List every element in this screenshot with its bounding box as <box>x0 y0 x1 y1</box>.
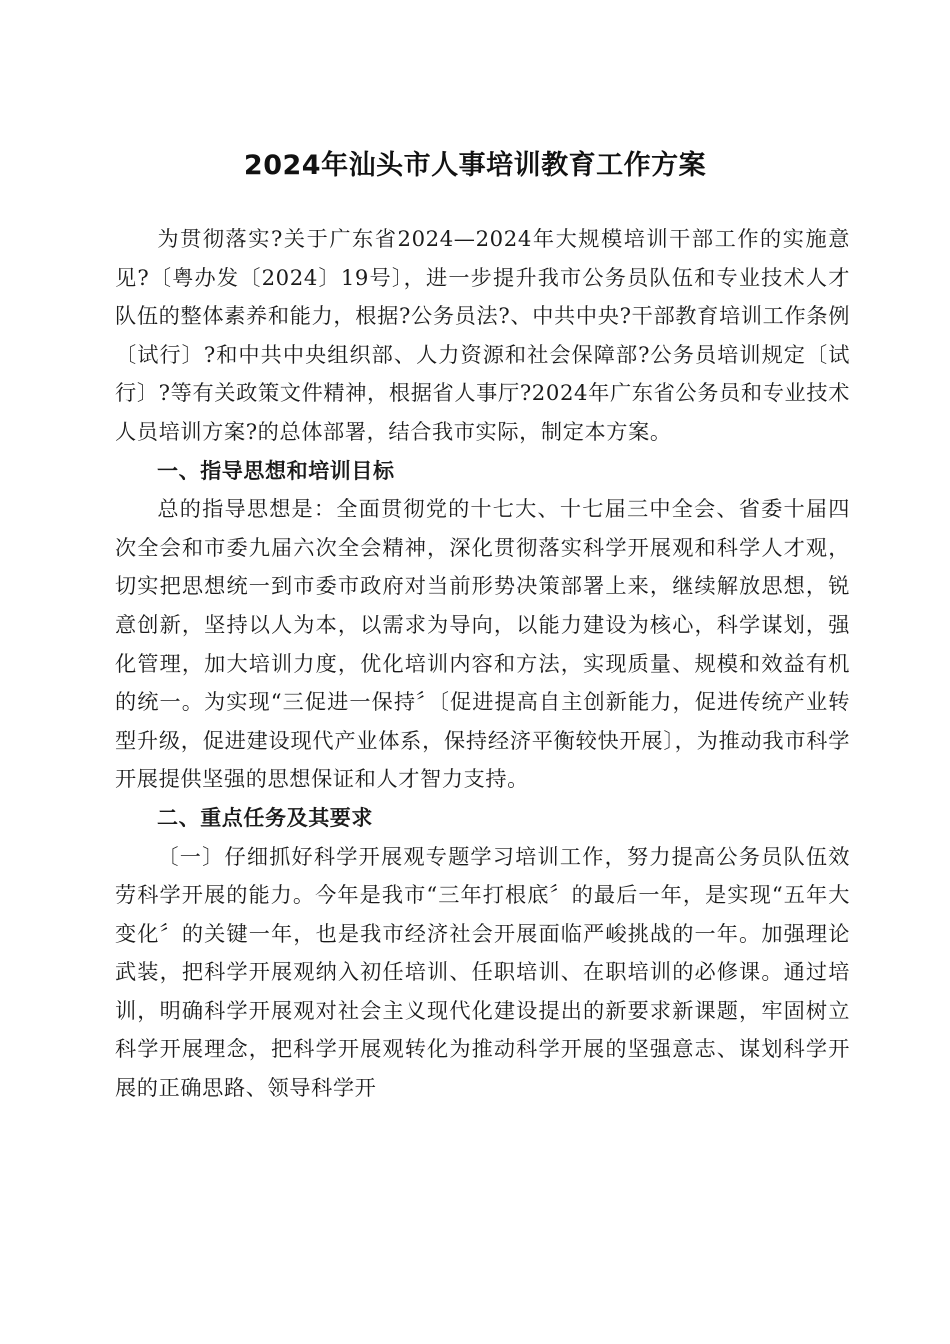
document-body <box>115 220 850 1108</box>
section-heading-key-tasks: 二、重点任务及其要求 <box>157 805 373 830</box>
guiding-ideology-paragraph: 总的指导思想是：全面贯彻党的十七大、十七届三中全会、省委十届四次全会和市委九届六次全会精神，深化贯彻落实科学开展观和科学人才观，切实把思想统一到市委市政府对当前形势决策部署上来，继续解放思想，锐意创新，坚持以人为本，以需求为导向，以能力建设为核心，科学谋划，强化管理，加大培训力度，优化培训内容和方法，实现质量、规模和效益有机的统一。为实现“三促进一保持〞〔促进提高自主创新能力，促进传统产业转型升级，促进建设现代产业体系，保持经济平衡较快开展〕，为推动我市科学开展提供坚强的思想保证和人才智力支持。 <box>115 496 850 792</box>
document-title: 2024年汕头市人事培训教育工作方案 <box>243 150 707 181</box>
key-task-one-paragraph: 〔一〕仔细抓好科学开展观专题学习培训工作，努力提高公务员队伍效劳科学开展的能力。今年是我市“三年打根底〞的最后一年，是实现“五年大变化〞的关键一年，也是我市经济社会开展面临严峻挑战的一年。加强理论武装，把科学开展观纳入初任培训、任职培训、在职培训的必修课。通过培训，明确科学开展观对社会主义现代化建设提出的新要求新课题，牢固树立科学开展理念，把科学开展观转化为推动科学开展的坚强意志、谋划科学开展的正确思路、领导科学开 <box>115 843 850 1101</box>
intro-paragraph: 为贯彻落实?关于广东省2024—2024年大规模培训干部工作的实施意见?〔粤办发〔2024〕19号〕，进一步提升我市公务员队伍和专业技术人才队伍的整体素养和能力，根据?公务员法?、中共中央?干部教育培训工作条例〔试行〕?和中共中央组织部、人力资源和社会保障部?公务员培训规定〔试行〕?等有关政策文件精神，根据省人事厅?2024年广东省公务员和专业技术人员培训方案?的总体部署，结合我市实际，制定本方案。 <box>115 226 850 444</box>
section-heading-guiding-ideology: 一、指导思想和培训目标 <box>157 458 395 483</box>
